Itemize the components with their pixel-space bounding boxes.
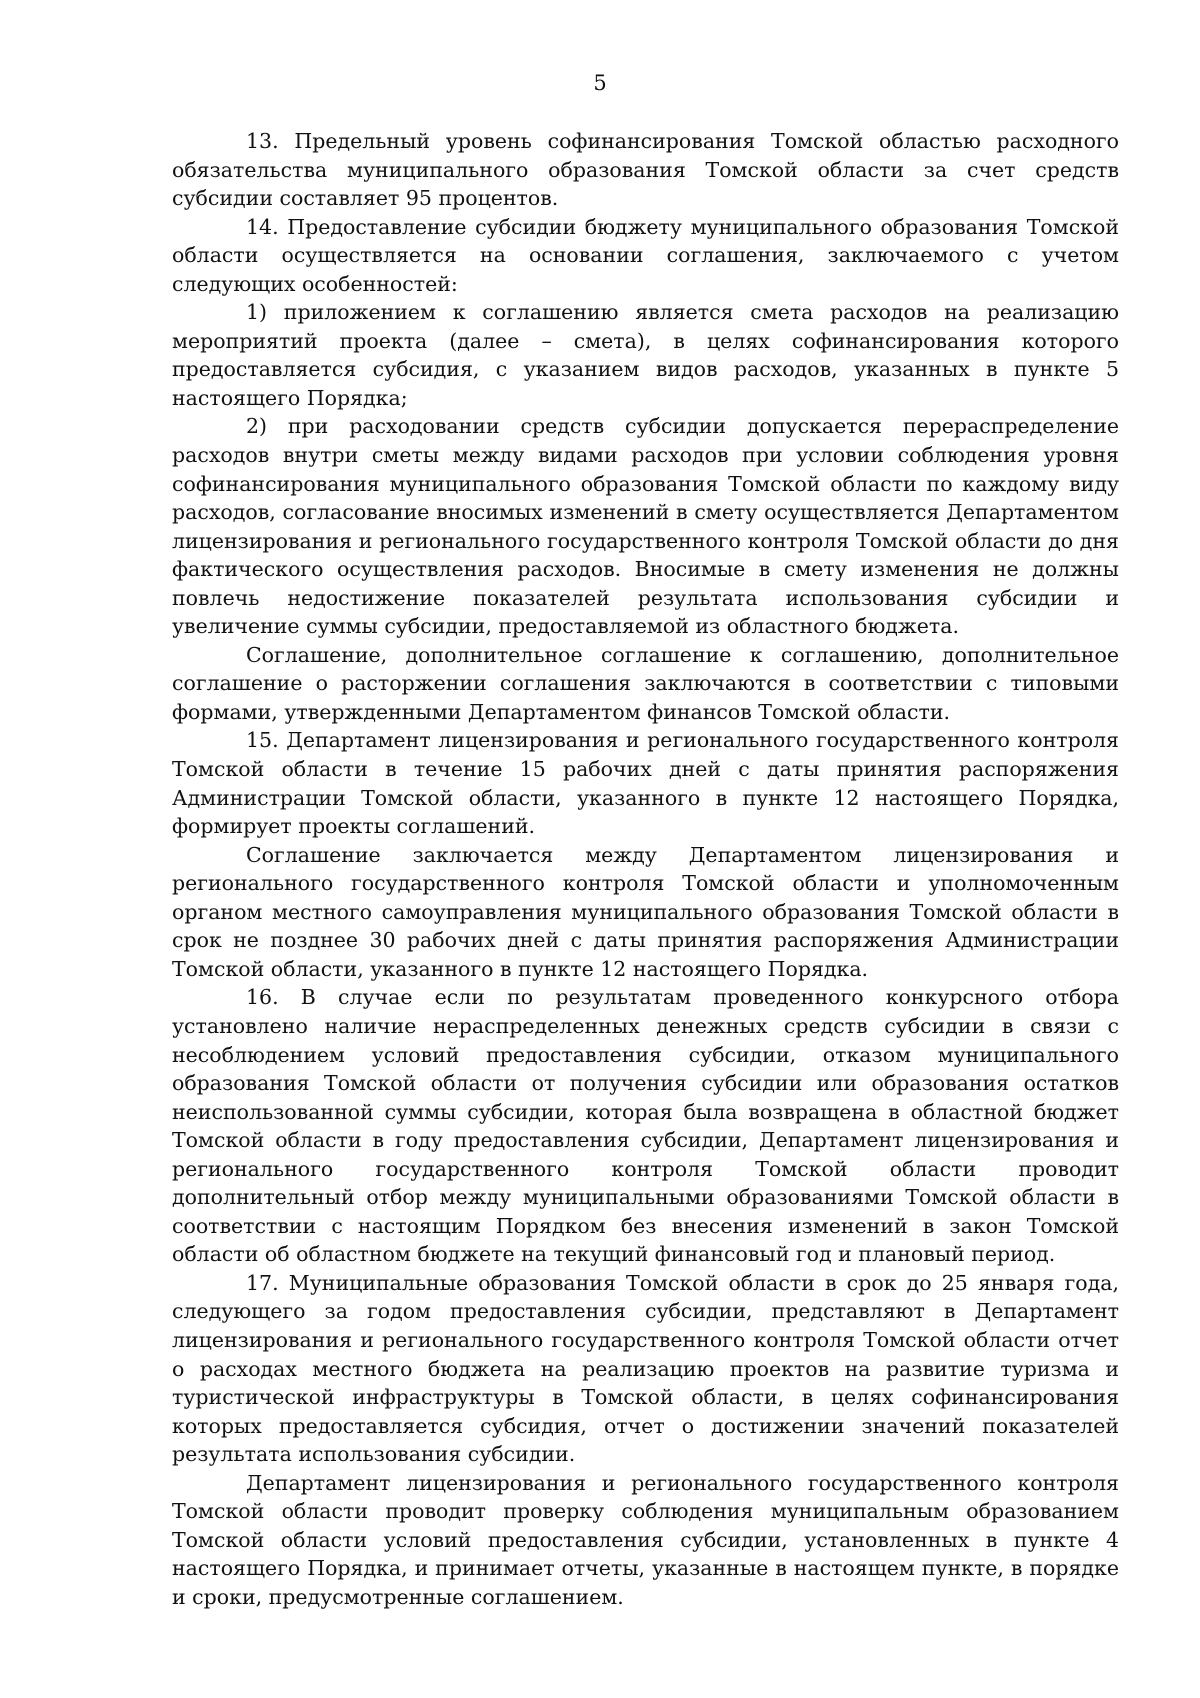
paragraph-14: 14. Предоставление субсидии бюджету муниципального образования Томской области осуществляется на основании соглашения, заключаемого с учетом следующих особенностей: xyxy=(172,214,1119,296)
paragraph-14-item-2: 2) при расходовании средств субсидии допускается перераспределение расходов внутри сметы между видами расходов при условии соблюдения уровня софинансирования муниципального образования Томской области по каждому виду расходов, согласование вносимых изменений в смету осуществляется Департаментом лицензирования и регионального государственного контроля Томской области до дня фактического осуществления расходов. Вносимые в смету изменения не должны повлечь недостижение показателей результата использования субсидии и увеличение суммы субсидии, предоставляемой из областного бюджета. xyxy=(172,414,1119,639)
document-body xyxy=(172,127,1119,1611)
paragraph-verification: Департамент лицензирования и регионального государственного контроля Томской области проводит проверку соблюдения муниципальным образованием Томской области условий предоставления субсидии, установленных в пункте 4 настоящего Порядка, и принимает отчеты, указанные в настоящем пункте, в порядке и сроки, предусмотренные соглашением. xyxy=(172,1470,1119,1609)
page-number: 5 xyxy=(593,71,607,95)
paragraph-16: 16. В случае если по результатам проведенного конкурсного отбора установлено наличие нераспределенных денежных средств субсидии в связи с несоблюдением условий предоставления субсидии, отказом муниципального образования Томской области от получения субсидии или образования остатков неиспользованной суммы субсидии, которая была возвращена в областной бюджет Томской области в году предоставления субсидии, Департамент лицензирования и регионального государственного контроля Томской области проводит дополнительный отбор между муниципальными образованиями Томской области в соответствии с настоящим Порядком без внесения изменений в закон Томской области об областном бюджете на текущий финансовый год и плановый период. xyxy=(172,985,1119,1267)
paragraph-agreement-forms: Соглашение, дополнительное соглашение к соглашению, дополнительное соглашение о расторжении соглашения заключаются в соответствии с типовыми формами, утвержденными Департаментом финансов Томской области. xyxy=(172,642,1119,724)
paragraph-15: 15. Департамент лицензирования и регионального государственного контроля Томской области в течение 15 рабочих дней с даты принятия распоряжения Администрации Томской области, указанного в пункте 12 настоящего Порядка, формирует проекты соглашений. xyxy=(172,728,1119,839)
paragraph-17: 17. Муниципальные образования Томской области в срок до 25 января года, следующего за годом предоставления субсидии, представляют в Департамент лицензирования и регионального государственного контроля Томской области отчет о расходах местного бюджета на реализацию проектов на развитие туризма и туристической инфраструктуры в Томской области, в целях софинансирования которых предоставляется субсидия, отчет о достижении значений показателей результата использования субсидии. xyxy=(172,1270,1119,1467)
paragraph-13: 13. Предельный уровень софинансирования Томской областью расходного обязательства муниципального образования Томской области за счет средств субсидии составляет 95 процентов. xyxy=(172,129,1119,211)
paragraph-14-item-1: 1) приложением к соглашению является смета расходов на реализацию мероприятий проекта (далее – смета), в целях софинансирования которого предоставляется субсидия, с указанием видов расходов, указанных в пункте 5 настоящего Порядка; xyxy=(172,300,1119,410)
paragraph-agreement-conclusion: Соглашение заключается между Департаментом лицензирования и регионального государственного контроля Томской области и уполномоченным органом местного самоуправления муниципального образования Томской области в срок не позднее 30 рабочих дней с даты принятия распоряжения Администрации Томской области, указанного в пункте 12 настоящего Порядка. xyxy=(172,842,1119,981)
